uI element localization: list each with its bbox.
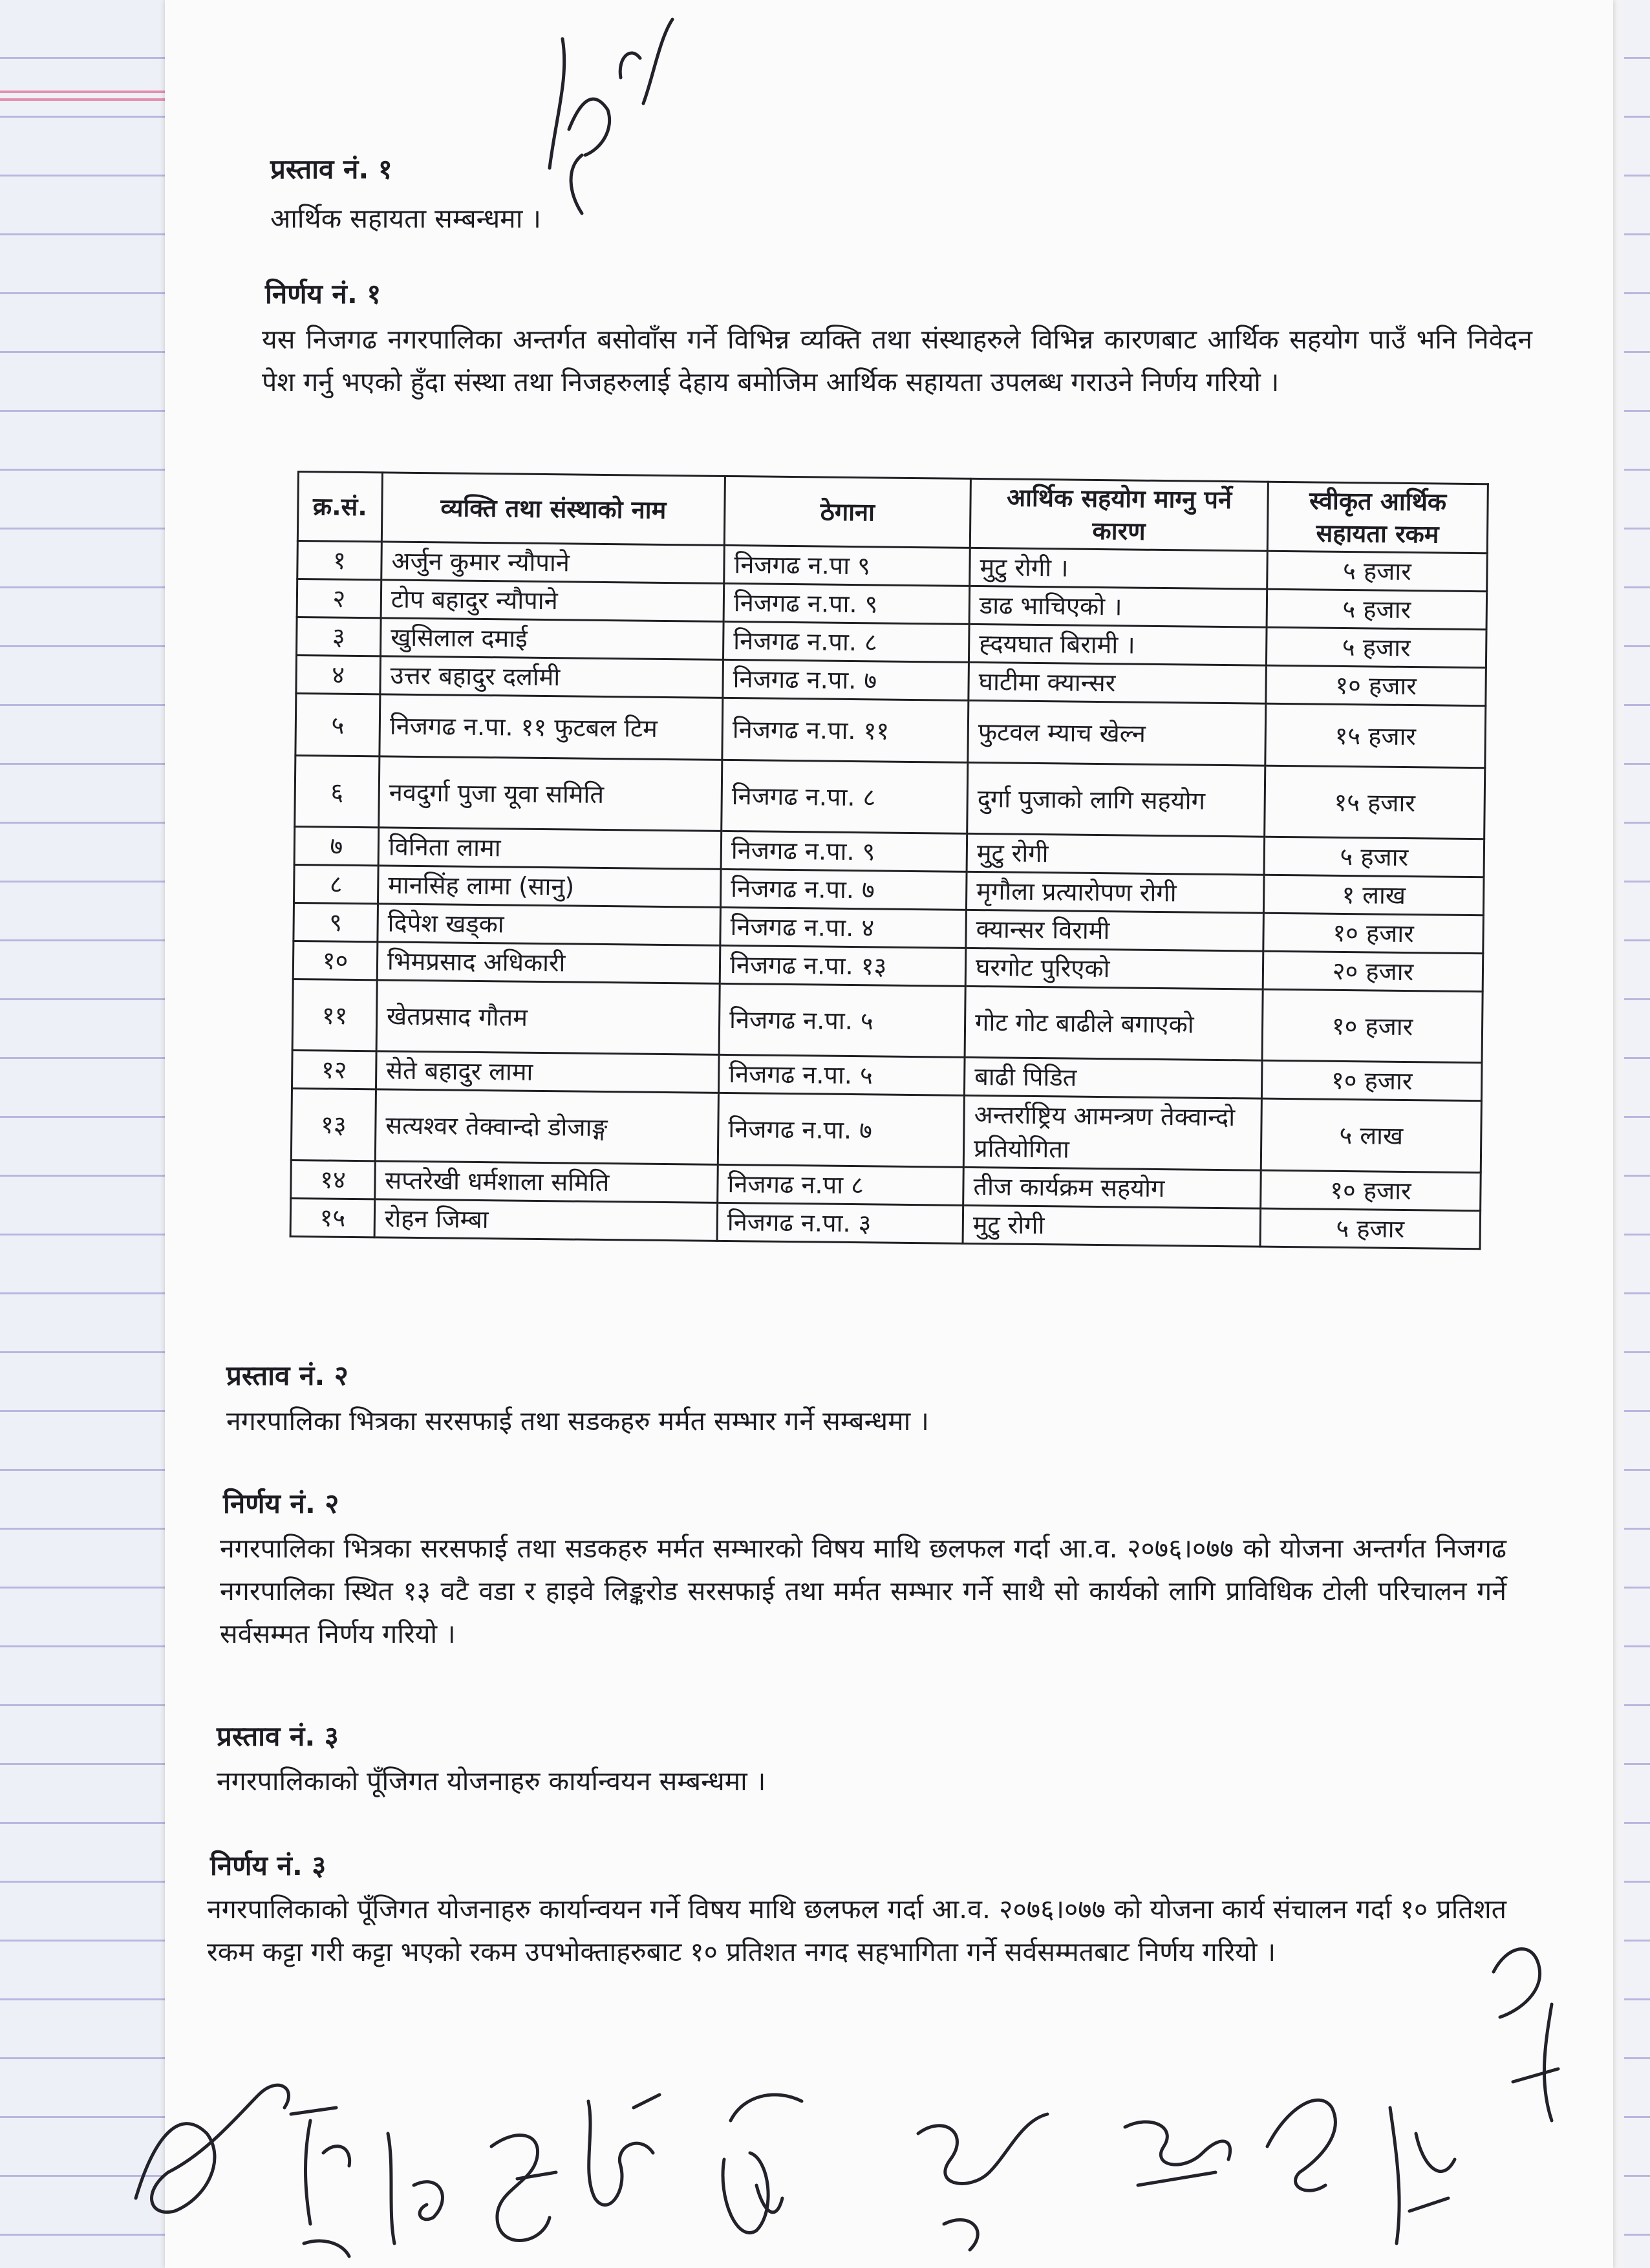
cell-amount: १० हजार <box>1261 1170 1481 1211</box>
cell-serial: १५ <box>290 1198 375 1237</box>
table-header-row <box>297 472 1488 553</box>
cell-address: निजगढ न.पा. ३ <box>717 1203 963 1243</box>
cell-amount: ५ हजार <box>1260 1208 1481 1249</box>
col-header-reason: आर्थिक सहयोग माग्नु पर्ने कारण <box>970 478 1268 551</box>
cell-address: निजगढ न.पा. ७ <box>723 659 969 700</box>
cell-serial: २ <box>297 579 381 618</box>
cell-name: दिपेश खड्का <box>378 904 721 946</box>
cell-name: खेतप्रसाद गौतम <box>376 980 720 1055</box>
col-header-name: व्यक्ति तथा संस्थाको नाम <box>381 473 725 546</box>
cell-reason: मृगौला प्रत्यारोपण रोगी <box>966 872 1264 913</box>
table-row <box>295 755 1485 839</box>
decision-1-heading: निर्णय नं. १ <box>265 278 381 310</box>
cell-name: निजगढ न.पा. ११ फुटबल टिम <box>380 694 723 760</box>
cell-amount: १० हजार <box>1262 989 1483 1063</box>
proposal-1-heading: प्रस्ताव नं. १ <box>270 153 392 185</box>
cell-amount: ५ हजार <box>1266 627 1486 668</box>
cell-amount: ५ लाख <box>1261 1098 1481 1173</box>
cell-name: सेते बहादुर लामा <box>376 1051 719 1093</box>
cell-amount: ५ हजार <box>1264 837 1484 877</box>
cell-name: अर्जुन कुमार न्यौपाने <box>381 542 725 584</box>
cell-serial: ३ <box>297 617 381 656</box>
cell-name: टोप बहादुर न्यौपाने <box>381 580 724 622</box>
notebook-margin-line <box>0 91 168 93</box>
cell-amount: ५ हजार <box>1267 589 1487 630</box>
cell-address: निजगढ न.पा. ५ <box>718 1054 965 1095</box>
cell-address: निजगढ न.पा ९ <box>724 545 970 586</box>
cell-address: निजगढ न.पा. ७ <box>718 1093 964 1167</box>
notebook-margin-line <box>0 98 168 101</box>
notebook-paper-background <box>0 0 169 2268</box>
cell-serial: ५ <box>295 693 380 756</box>
cell-reason: मुटु रोगी <box>963 1205 1261 1246</box>
cell-serial: ६ <box>295 755 380 827</box>
cell-reason: बाढी पिडित <box>964 1057 1262 1098</box>
right-paper-edge <box>1624 0 1650 2268</box>
cell-reason: मुटु रोगी । <box>970 548 1268 589</box>
cell-serial: १४ <box>291 1160 376 1199</box>
cell-serial: १ <box>297 541 382 580</box>
col-header-address: ठेगाना <box>724 476 970 548</box>
cell-name: उत्तर बहादुर दर्लामी <box>380 656 723 698</box>
col-header-serial: क्र.सं. <box>297 472 382 542</box>
cell-reason: घाटीमा क्यान्सर <box>969 662 1267 703</box>
cell-amount: १० हजार <box>1263 913 1484 954</box>
table-row <box>291 1088 1481 1172</box>
decision-2-heading: निर्णय नं. २ <box>223 1488 339 1519</box>
cell-serial: ७ <box>294 826 379 865</box>
table-row <box>292 979 1483 1062</box>
cell-name: भिमप्रसाद अधिकारी <box>377 942 720 984</box>
cell-address: निजगढ न.पा. ९ <box>721 831 967 872</box>
cell-name: रोहन जिम्बा <box>374 1199 718 1241</box>
cell-serial: १० <box>293 941 378 979</box>
financial-aid-table <box>290 471 1489 1250</box>
table-body <box>290 541 1487 1249</box>
cell-name: मानसिंह लामा (सानु) <box>378 866 721 908</box>
cell-address: निजगढ न.पा ८ <box>718 1164 964 1205</box>
cell-amount: १० हजार <box>1266 665 1486 706</box>
cell-address: निजगढ न.पा. ९ <box>723 583 970 624</box>
proposal-3-subject: नगरपालिकाको पूँजिगत योजनाहरु कार्यान्वयन सम्बन्धमा । <box>217 1766 766 1797</box>
proposal-2-subject: नगरपालिका भित्रका सरसफाई तथा सडकहरु मर्मत सम्भार गर्ने सम्बन्धमा । <box>226 1406 929 1437</box>
cell-name: विनिता लामा <box>378 828 722 870</box>
decision-2-text: नगरपालिका भित्रका सरसफाई तथा सडकहरु मर्मत सम्भारको विषय माथि छलफल गर्दा आ.व. २०७६।०७७ को योजना अन्तर्गत निजगढ नगरपालिका स्थित १३ वटै वडा र हाइवे लिङ्करोड सरसफाई तथा मर्मत सम्भार गर्ने साथै सो कार्यको लागि प्राविधिक टोली परिचालन गर्ने सर्वसम्मत निर्णय गरियो । <box>220 1533 1506 1649</box>
cell-name: सत्यश्वर तेक्वान्दो डोजाङ्ग <box>375 1089 718 1165</box>
proposal-3-heading: प्रस्ताव नं. ३ <box>217 1720 339 1752</box>
proposal-2-heading: प्रस्ताव नं. २ <box>226 1360 348 1391</box>
cell-amount: १५ हजार <box>1265 703 1486 768</box>
cell-reason: घरगोट पुरिएको <box>965 948 1263 989</box>
cell-amount: २० हजार <box>1263 951 1483 992</box>
cell-amount: १५ हजार <box>1265 765 1485 839</box>
cell-reason: दुर्गा पुजाको लागि सहयोग <box>967 762 1265 837</box>
cell-amount: १ लाख <box>1263 875 1484 915</box>
cell-serial: १२ <box>292 1050 376 1089</box>
cell-reason: ह्दयघात बिरामी । <box>969 624 1267 665</box>
cell-address: निजगढ न.पा. ४ <box>720 907 967 948</box>
decision-1-text: यस निजगढ नगरपालिका अन्तर्गत बसोवाँस गर्ने विभिन्न व्यक्ति तथा संस्थाहरुले विभिन्न कारणबाट आर्थिक सहयोग पाउँ भनि निवेदन पेश गर्नु भएको हुँदा संस्था तथा निजहरुलाई देहाय बमोजिम आर्थिक सहायता उपलब्ध गराउने निर्णय गरियो । <box>262 324 1532 398</box>
cell-reason: क्यान्सर विरामी <box>966 910 1264 951</box>
cell-address: निजगढ न.पा. ८ <box>723 621 969 662</box>
cell-name: सप्तरेखी धर्मशाला समिति <box>375 1161 718 1203</box>
cell-address: निजगढ न.पा. ८ <box>722 760 968 833</box>
cell-serial: ४ <box>296 656 381 694</box>
decision-3-heading: निर्णय नं. ३ <box>210 1850 327 1881</box>
proposal-1-subject: आर्थिक सहायता सम्बन्धमा । <box>270 203 541 234</box>
cell-reason: अन्तर्राष्ट्रिय आमन्त्रण तेक्वान्दो प्रतियोगिता <box>963 1095 1261 1170</box>
cell-address: निजगढ न.पा. १३ <box>720 945 966 986</box>
cell-reason: तीज कार्यक्रम सहयोग <box>963 1167 1261 1208</box>
cell-amount: १० हजार <box>1261 1060 1482 1101</box>
cell-address: निजगढ न.पा. ११ <box>722 698 969 762</box>
cell-name: खुसिलाल दमाई <box>381 618 724 660</box>
cell-serial: १३ <box>291 1088 376 1161</box>
cell-serial: ९ <box>294 903 378 941</box>
cell-reason: फुटवल म्याच खेल्न <box>968 700 1266 765</box>
cell-amount: ५ हजार <box>1267 551 1488 592</box>
cell-serial: ११ <box>292 979 377 1051</box>
decision-3-text: नगरपालिकाको पूँजिगत योजनाहरु कार्यान्वयन गर्ने विषय माथि छलफल गर्दा आ.व. २०७६।०७७ को योजना कार्य संचालन गर्दा १० प्रतिशत रकम कट्टा गरी कट्टा भएको रकम उपभोक्ताहरुबाट १० प्रतिशत नगद सहभागिता गर्ने सर्वसम्मतबाट निर्णय गरियो । <box>207 1894 1506 1967</box>
cell-reason: गोट गोट बाढीले बगाएको <box>965 986 1263 1060</box>
cell-reason: मुटु रोगी <box>967 833 1265 875</box>
cell-address: निजगढ न.पा. ५ <box>719 983 965 1057</box>
cell-name: नवदुर्गा पुजा यूवा समिति <box>379 756 722 831</box>
col-header-amount: स्वीकृत आर्थिक सहायता रकम <box>1267 482 1488 553</box>
cell-serial: ८ <box>294 864 378 903</box>
cell-reason: डाढ भाचिएको । <box>969 586 1267 627</box>
cell-address: निजगढ न.पा. ७ <box>720 869 967 910</box>
